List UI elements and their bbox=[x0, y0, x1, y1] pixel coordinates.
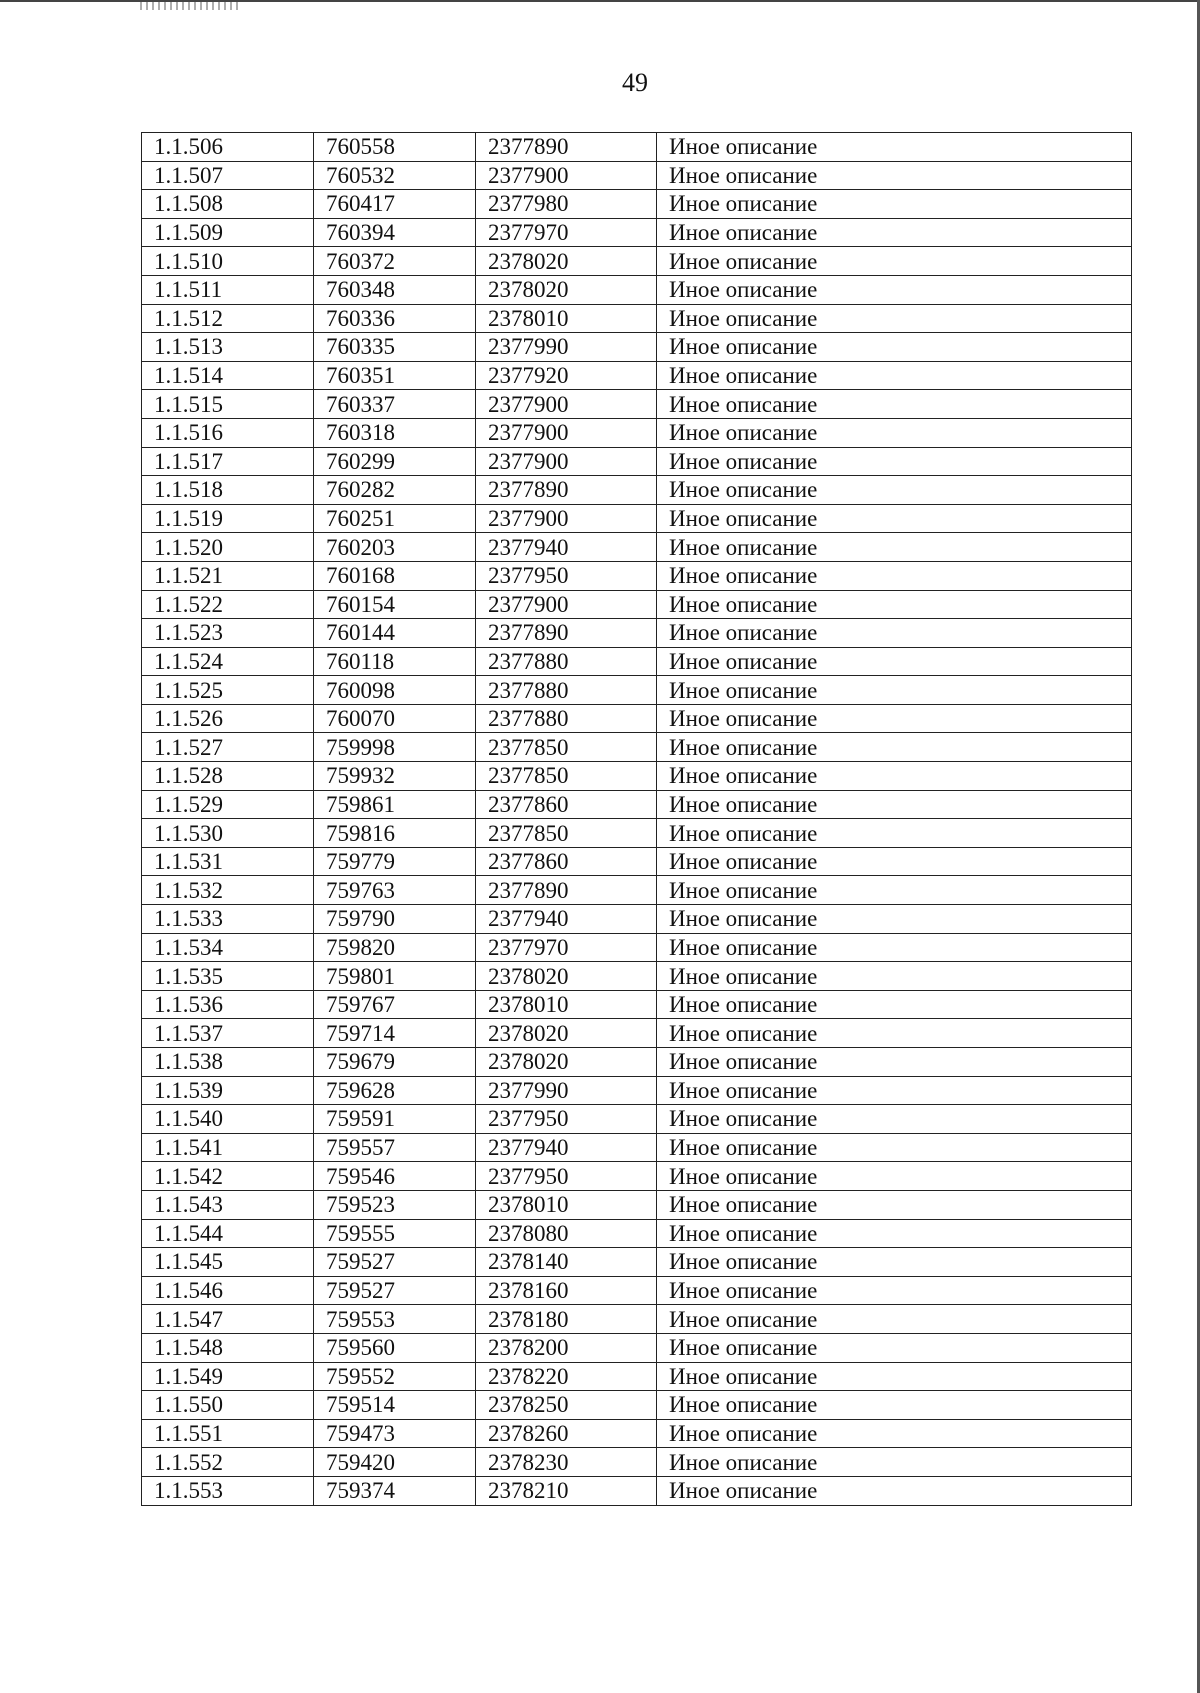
cell-point-number: 1.1.533 bbox=[142, 905, 314, 934]
cell-y-coordinate: 2378020 bbox=[476, 962, 657, 991]
cell-description: Иное описание bbox=[657, 1248, 1132, 1277]
cell-description: Иное описание bbox=[657, 733, 1132, 762]
cell-y-coordinate: 2378020 bbox=[476, 1019, 657, 1048]
table-row bbox=[142, 1476, 1132, 1505]
cell-x-coordinate: 760348 bbox=[314, 275, 476, 304]
cell-y-coordinate: 2378020 bbox=[476, 247, 657, 276]
table-row bbox=[142, 361, 1132, 390]
cell-y-coordinate: 2378010 bbox=[476, 1190, 657, 1219]
cell-y-coordinate: 2377920 bbox=[476, 361, 657, 390]
cell-x-coordinate: 759527 bbox=[314, 1248, 476, 1277]
table-row bbox=[142, 1105, 1132, 1134]
cell-y-coordinate: 2378020 bbox=[476, 275, 657, 304]
cell-x-coordinate: 759553 bbox=[314, 1305, 476, 1334]
cell-description: Иное описание bbox=[657, 447, 1132, 476]
cell-y-coordinate: 2377850 bbox=[476, 819, 657, 848]
cell-description: Иное описание bbox=[657, 218, 1132, 247]
table-row bbox=[142, 218, 1132, 247]
cell-y-coordinate: 2377990 bbox=[476, 333, 657, 362]
cell-y-coordinate: 2377980 bbox=[476, 190, 657, 219]
table-row bbox=[142, 819, 1132, 848]
table-row bbox=[142, 1333, 1132, 1362]
cell-y-coordinate: 2377850 bbox=[476, 762, 657, 791]
table-row bbox=[142, 1076, 1132, 1105]
cell-point-number: 1.1.524 bbox=[142, 647, 314, 676]
cell-y-coordinate: 2377940 bbox=[476, 533, 657, 562]
cell-y-coordinate: 2378230 bbox=[476, 1448, 657, 1477]
cell-point-number: 1.1.532 bbox=[142, 876, 314, 905]
cell-point-number: 1.1.528 bbox=[142, 762, 314, 791]
table-row bbox=[142, 1305, 1132, 1334]
table-row bbox=[142, 647, 1132, 676]
cell-description: Иное описание bbox=[657, 304, 1132, 333]
cell-y-coordinate: 2377900 bbox=[476, 390, 657, 419]
table-row bbox=[142, 1048, 1132, 1077]
cell-y-coordinate: 2377880 bbox=[476, 647, 657, 676]
cell-point-number: 1.1.531 bbox=[142, 847, 314, 876]
cell-x-coordinate: 759998 bbox=[314, 733, 476, 762]
cell-description: Иное описание bbox=[657, 1048, 1132, 1077]
table-row bbox=[142, 1276, 1132, 1305]
cell-x-coordinate: 760299 bbox=[314, 447, 476, 476]
cell-x-coordinate: 759374 bbox=[314, 1476, 476, 1505]
table-row bbox=[142, 704, 1132, 733]
table-row bbox=[142, 533, 1132, 562]
cell-x-coordinate: 760118 bbox=[314, 647, 476, 676]
cell-y-coordinate: 2377900 bbox=[476, 418, 657, 447]
cell-point-number: 1.1.536 bbox=[142, 990, 314, 1019]
table-row bbox=[142, 275, 1132, 304]
cell-description: Иное описание bbox=[657, 790, 1132, 819]
cell-point-number: 1.1.520 bbox=[142, 533, 314, 562]
coordinates-table bbox=[141, 132, 1132, 1506]
table-row bbox=[142, 447, 1132, 476]
cell-description: Иное описание bbox=[657, 1219, 1132, 1248]
cell-point-number: 1.1.518 bbox=[142, 476, 314, 505]
table-row bbox=[142, 1419, 1132, 1448]
cell-description: Иное описание bbox=[657, 504, 1132, 533]
cell-y-coordinate: 2377890 bbox=[476, 876, 657, 905]
cell-point-number: 1.1.511 bbox=[142, 275, 314, 304]
table-row bbox=[142, 504, 1132, 533]
table-row bbox=[142, 990, 1132, 1019]
cell-y-coordinate: 2377860 bbox=[476, 790, 657, 819]
cell-description: Иное описание bbox=[657, 1448, 1132, 1477]
cell-description: Иное описание bbox=[657, 762, 1132, 791]
cell-point-number: 1.1.549 bbox=[142, 1362, 314, 1391]
cell-x-coordinate: 760203 bbox=[314, 533, 476, 562]
cell-point-number: 1.1.537 bbox=[142, 1019, 314, 1048]
cell-y-coordinate: 2378220 bbox=[476, 1362, 657, 1391]
cell-y-coordinate: 2378010 bbox=[476, 304, 657, 333]
cell-description: Иное описание bbox=[657, 990, 1132, 1019]
cell-x-coordinate: 759801 bbox=[314, 962, 476, 991]
cell-y-coordinate: 2378160 bbox=[476, 1276, 657, 1305]
cell-point-number: 1.1.517 bbox=[142, 447, 314, 476]
cell-point-number: 1.1.548 bbox=[142, 1333, 314, 1362]
cell-x-coordinate: 759790 bbox=[314, 905, 476, 934]
cell-description: Иное описание bbox=[657, 533, 1132, 562]
cell-y-coordinate: 2377880 bbox=[476, 676, 657, 705]
cell-description: Иное описание bbox=[657, 676, 1132, 705]
cell-y-coordinate: 2377940 bbox=[476, 905, 657, 934]
table-row bbox=[142, 190, 1132, 219]
cell-description: Иное описание bbox=[657, 333, 1132, 362]
cell-y-coordinate: 2377990 bbox=[476, 1076, 657, 1105]
cell-description: Иное описание bbox=[657, 1133, 1132, 1162]
cell-x-coordinate: 760394 bbox=[314, 218, 476, 247]
cell-x-coordinate: 759552 bbox=[314, 1362, 476, 1391]
cell-y-coordinate: 2378260 bbox=[476, 1419, 657, 1448]
cell-y-coordinate: 2378210 bbox=[476, 1476, 657, 1505]
cell-point-number: 1.1.507 bbox=[142, 161, 314, 190]
cell-description: Иное описание bbox=[657, 962, 1132, 991]
cell-point-number: 1.1.509 bbox=[142, 218, 314, 247]
cell-description: Иное описание bbox=[657, 590, 1132, 619]
cell-point-number: 1.1.547 bbox=[142, 1305, 314, 1334]
cell-description: Иное описание bbox=[657, 561, 1132, 590]
cell-y-coordinate: 2377950 bbox=[476, 561, 657, 590]
cell-y-coordinate: 2378010 bbox=[476, 990, 657, 1019]
cell-description: Иное описание bbox=[657, 161, 1132, 190]
cell-point-number: 1.1.535 bbox=[142, 962, 314, 991]
cell-description: Иное описание bbox=[657, 647, 1132, 676]
cell-x-coordinate: 760336 bbox=[314, 304, 476, 333]
cell-point-number: 1.1.515 bbox=[142, 390, 314, 419]
cell-x-coordinate: 760144 bbox=[314, 619, 476, 648]
cell-description: Иное описание bbox=[657, 1391, 1132, 1420]
cell-description: Иное описание bbox=[657, 390, 1132, 419]
cell-y-coordinate: 2377900 bbox=[476, 161, 657, 190]
cell-description: Иное описание bbox=[657, 1019, 1132, 1048]
cell-description: Иное описание bbox=[657, 361, 1132, 390]
cell-y-coordinate: 2378250 bbox=[476, 1391, 657, 1420]
table-row bbox=[142, 476, 1132, 505]
table-row bbox=[142, 790, 1132, 819]
cell-x-coordinate: 759714 bbox=[314, 1019, 476, 1048]
cell-point-number: 1.1.541 bbox=[142, 1133, 314, 1162]
cell-point-number: 1.1.513 bbox=[142, 333, 314, 362]
cell-point-number: 1.1.539 bbox=[142, 1076, 314, 1105]
table-row bbox=[142, 1391, 1132, 1420]
cell-y-coordinate: 2377860 bbox=[476, 847, 657, 876]
cell-point-number: 1.1.510 bbox=[142, 247, 314, 276]
cell-y-coordinate: 2377950 bbox=[476, 1162, 657, 1191]
cell-x-coordinate: 759628 bbox=[314, 1076, 476, 1105]
cell-description: Иное описание bbox=[657, 704, 1132, 733]
cell-x-coordinate: 760070 bbox=[314, 704, 476, 733]
cell-description: Иное описание bbox=[657, 1333, 1132, 1362]
cell-x-coordinate: 760417 bbox=[314, 190, 476, 219]
cell-description: Иное описание bbox=[657, 905, 1132, 934]
table-body bbox=[142, 133, 1132, 1506]
cell-y-coordinate: 2378140 bbox=[476, 1248, 657, 1277]
cell-x-coordinate: 759420 bbox=[314, 1448, 476, 1477]
table-row bbox=[142, 590, 1132, 619]
table-row bbox=[142, 876, 1132, 905]
cell-point-number: 1.1.545 bbox=[142, 1248, 314, 1277]
cell-x-coordinate: 759560 bbox=[314, 1333, 476, 1362]
cell-x-coordinate: 760532 bbox=[314, 161, 476, 190]
cell-description: Иное описание bbox=[657, 1305, 1132, 1334]
cell-x-coordinate: 760372 bbox=[314, 247, 476, 276]
cell-point-number: 1.1.551 bbox=[142, 1419, 314, 1448]
cell-description: Иное описание bbox=[657, 876, 1132, 905]
cell-y-coordinate: 2377970 bbox=[476, 218, 657, 247]
cell-point-number: 1.1.525 bbox=[142, 676, 314, 705]
cell-y-coordinate: 2377950 bbox=[476, 1105, 657, 1134]
cell-x-coordinate: 760318 bbox=[314, 418, 476, 447]
cell-description: Иное описание bbox=[657, 819, 1132, 848]
cell-description: Иное описание bbox=[657, 847, 1132, 876]
table-row bbox=[142, 1219, 1132, 1248]
table-row bbox=[142, 933, 1132, 962]
cell-description: Иное описание bbox=[657, 1105, 1132, 1134]
cell-x-coordinate: 760098 bbox=[314, 676, 476, 705]
table-row bbox=[142, 1448, 1132, 1477]
cell-point-number: 1.1.544 bbox=[142, 1219, 314, 1248]
cell-y-coordinate: 2377850 bbox=[476, 733, 657, 762]
cell-description: Иное описание bbox=[657, 933, 1132, 962]
cell-point-number: 1.1.523 bbox=[142, 619, 314, 648]
cell-description: Иное описание bbox=[657, 476, 1132, 505]
cell-y-coordinate: 2377890 bbox=[476, 619, 657, 648]
scan-artifact bbox=[140, 2, 240, 10]
cell-point-number: 1.1.508 bbox=[142, 190, 314, 219]
cell-y-coordinate: 2377900 bbox=[476, 447, 657, 476]
cell-point-number: 1.1.516 bbox=[142, 418, 314, 447]
cell-x-coordinate: 759555 bbox=[314, 1219, 476, 1248]
cell-x-coordinate: 759473 bbox=[314, 1419, 476, 1448]
table-row bbox=[142, 304, 1132, 333]
cell-x-coordinate: 759527 bbox=[314, 1276, 476, 1305]
table-row bbox=[142, 418, 1132, 447]
table-row bbox=[142, 247, 1132, 276]
cell-x-coordinate: 759514 bbox=[314, 1391, 476, 1420]
cell-point-number: 1.1.550 bbox=[142, 1391, 314, 1420]
cell-x-coordinate: 759767 bbox=[314, 990, 476, 1019]
cell-point-number: 1.1.552 bbox=[142, 1448, 314, 1477]
cell-point-number: 1.1.521 bbox=[142, 561, 314, 590]
cell-y-coordinate: 2377890 bbox=[476, 476, 657, 505]
cell-description: Иное описание bbox=[657, 1190, 1132, 1219]
cell-x-coordinate: 759779 bbox=[314, 847, 476, 876]
cell-y-coordinate: 2378180 bbox=[476, 1305, 657, 1334]
table-row bbox=[142, 905, 1132, 934]
table-row bbox=[142, 1133, 1132, 1162]
table-row bbox=[142, 1162, 1132, 1191]
table-row bbox=[142, 390, 1132, 419]
cell-point-number: 1.1.553 bbox=[142, 1476, 314, 1505]
cell-x-coordinate: 759679 bbox=[314, 1048, 476, 1077]
cell-x-coordinate: 759763 bbox=[314, 876, 476, 905]
cell-y-coordinate: 2377970 bbox=[476, 933, 657, 962]
cell-description: Иное описание bbox=[657, 275, 1132, 304]
cell-description: Иное описание bbox=[657, 133, 1132, 162]
table-row bbox=[142, 161, 1132, 190]
cell-y-coordinate: 2378200 bbox=[476, 1333, 657, 1362]
table-row bbox=[142, 1248, 1132, 1277]
table-row bbox=[142, 962, 1132, 991]
table-row bbox=[142, 1190, 1132, 1219]
table-row bbox=[142, 676, 1132, 705]
cell-description: Иное описание bbox=[657, 247, 1132, 276]
cell-description: Иное описание bbox=[657, 1162, 1132, 1191]
cell-x-coordinate: 759820 bbox=[314, 933, 476, 962]
cell-point-number: 1.1.546 bbox=[142, 1276, 314, 1305]
cell-point-number: 1.1.530 bbox=[142, 819, 314, 848]
cell-x-coordinate: 760337 bbox=[314, 390, 476, 419]
cell-point-number: 1.1.538 bbox=[142, 1048, 314, 1077]
cell-y-coordinate: 2378020 bbox=[476, 1048, 657, 1077]
cell-point-number: 1.1.542 bbox=[142, 1162, 314, 1191]
cell-x-coordinate: 759523 bbox=[314, 1190, 476, 1219]
cell-x-coordinate: 759861 bbox=[314, 790, 476, 819]
cell-x-coordinate: 760351 bbox=[314, 361, 476, 390]
cell-x-coordinate: 759932 bbox=[314, 762, 476, 791]
table-row bbox=[142, 619, 1132, 648]
cell-description: Иное описание bbox=[657, 1419, 1132, 1448]
cell-point-number: 1.1.543 bbox=[142, 1190, 314, 1219]
cell-description: Иное описание bbox=[657, 1476, 1132, 1505]
cell-point-number: 1.1.526 bbox=[142, 704, 314, 733]
cell-x-coordinate: 760168 bbox=[314, 561, 476, 590]
cell-y-coordinate: 2377940 bbox=[476, 1133, 657, 1162]
cell-description: Иное описание bbox=[657, 418, 1132, 447]
cell-y-coordinate: 2377900 bbox=[476, 590, 657, 619]
cell-point-number: 1.1.512 bbox=[142, 304, 314, 333]
cell-y-coordinate: 2378080 bbox=[476, 1219, 657, 1248]
table-row bbox=[142, 1019, 1132, 1048]
table-row bbox=[142, 762, 1132, 791]
cell-description: Иное описание bbox=[657, 619, 1132, 648]
cell-point-number: 1.1.514 bbox=[142, 361, 314, 390]
table-row bbox=[142, 847, 1132, 876]
cell-x-coordinate: 759816 bbox=[314, 819, 476, 848]
cell-y-coordinate: 2377880 bbox=[476, 704, 657, 733]
cell-description: Иное описание bbox=[657, 1276, 1132, 1305]
cell-point-number: 1.1.534 bbox=[142, 933, 314, 962]
cell-y-coordinate: 2377900 bbox=[476, 504, 657, 533]
cell-x-coordinate: 759546 bbox=[314, 1162, 476, 1191]
cell-x-coordinate: 760282 bbox=[314, 476, 476, 505]
cell-point-number: 1.1.519 bbox=[142, 504, 314, 533]
table-row bbox=[142, 561, 1132, 590]
table-row bbox=[142, 1362, 1132, 1391]
table-row bbox=[142, 333, 1132, 362]
cell-point-number: 1.1.540 bbox=[142, 1105, 314, 1134]
table-row bbox=[142, 133, 1132, 162]
cell-description: Иное описание bbox=[657, 1076, 1132, 1105]
page-number: 49 bbox=[622, 68, 648, 97]
cell-x-coordinate: 759591 bbox=[314, 1105, 476, 1134]
cell-x-coordinate: 760335 bbox=[314, 333, 476, 362]
cell-description: Иное описание bbox=[657, 190, 1132, 219]
cell-x-coordinate: 760558 bbox=[314, 133, 476, 162]
cell-point-number: 1.1.529 bbox=[142, 790, 314, 819]
table-row bbox=[142, 733, 1132, 762]
cell-y-coordinate: 2377890 bbox=[476, 133, 657, 162]
cell-point-number: 1.1.522 bbox=[142, 590, 314, 619]
cell-point-number: 1.1.527 bbox=[142, 733, 314, 762]
cell-x-coordinate: 759557 bbox=[314, 1133, 476, 1162]
cell-point-number: 1.1.506 bbox=[142, 133, 314, 162]
cell-x-coordinate: 760251 bbox=[314, 504, 476, 533]
cell-description: Иное описание bbox=[657, 1362, 1132, 1391]
cell-x-coordinate: 760154 bbox=[314, 590, 476, 619]
